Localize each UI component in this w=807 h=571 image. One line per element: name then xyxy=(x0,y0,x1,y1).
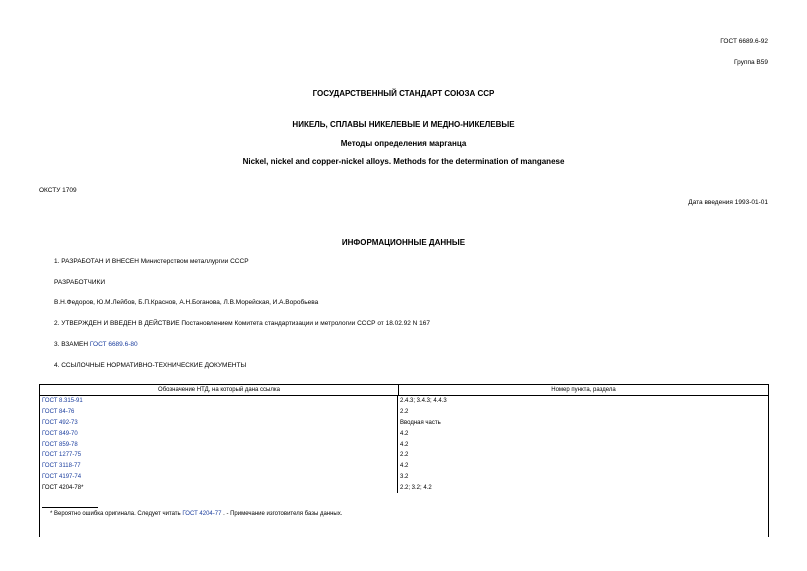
table-row xyxy=(40,428,768,439)
table-cell-document xyxy=(40,439,398,450)
developers-label: РАЗРАБОТЧИКИ xyxy=(54,279,106,286)
table-cell-section: 2.2 xyxy=(400,452,409,459)
methods-title-ru: Методы определения марганца xyxy=(340,139,467,148)
info-item-3-prefix: 3. ВЗАМЕН xyxy=(54,341,90,348)
table-cell-document xyxy=(40,450,398,461)
info-item-2: 2. УТВЕРЖДЕН И ВВЕДЕН В ДЕЙСТВИЕ Постановлением Комитета стандартизации и метрологии СССР от 18.02.92 N 167 xyxy=(54,320,431,327)
table-row xyxy=(40,418,768,429)
footnote-prefix: * Вероятно ошибка оригинала. Следует читать xyxy=(50,511,183,518)
table-row xyxy=(40,482,768,493)
table-header-row xyxy=(40,385,768,396)
footnote-suffix: . - Примечание изготовителя базы данных. xyxy=(221,511,343,518)
table-cell-section: 4.2 xyxy=(400,430,409,437)
info-heading: ИНФОРМАЦИОННЫЕ ДАННЫЕ xyxy=(341,238,466,247)
subject-title-en: Nickel, nickel and copper-nickel alloys. Methods for the determination of manganese xyxy=(242,157,565,166)
footnote xyxy=(50,511,342,517)
table-cell-document xyxy=(40,407,398,418)
table-row xyxy=(40,439,768,450)
developers-list: В.Н.Федоров, Ю.М.Лейбов, Б.П.Краснов, А.Н.Боганова, Л.В.Морейская, И.А.Воробьева xyxy=(54,299,319,306)
document-text: ГОСТ 4204-78* xyxy=(42,484,84,491)
document-link[interactable]: ГОСТ 8.315-91 xyxy=(42,398,83,405)
table-cell-document xyxy=(40,418,398,429)
okstu-code: ОКСТУ 1709 xyxy=(39,187,77,194)
table-row xyxy=(40,396,768,407)
replaced-standard-link[interactable]: ГОСТ 6689.6-80 xyxy=(89,341,138,348)
document-link[interactable]: ГОСТ 492-73 xyxy=(42,419,78,426)
document-link[interactable]: ГОСТ 849-70 xyxy=(42,430,78,437)
table-row xyxy=(40,461,768,472)
document-link[interactable]: ГОСТ 1277-75 xyxy=(42,452,82,459)
info-item-1: 1. РАЗРАБОТАН И ВНЕСЕН Министерством металлургии СССР xyxy=(54,258,249,265)
footnote-link[interactable]: ГОСТ 4204-77 xyxy=(182,511,222,518)
table-cell-section: 2.2 xyxy=(400,409,409,416)
table-row xyxy=(40,450,768,461)
table-cell-document xyxy=(40,472,398,483)
table-cell-document xyxy=(40,428,398,439)
document-link[interactable]: ГОСТ 84-76 xyxy=(42,409,75,416)
document-link[interactable]: ГОСТ 3118-77 xyxy=(42,463,81,470)
table-row xyxy=(40,472,768,483)
info-item-3 xyxy=(54,341,138,348)
footnote-area xyxy=(40,493,768,537)
table-cell-section: 4.2 xyxy=(400,441,409,448)
table-cell-document xyxy=(40,461,398,472)
group-code: Группа В59 xyxy=(734,59,768,66)
table-cell-section: 4.2 xyxy=(400,463,409,470)
table-header-document: Обозначение НТД, на который дана ссылка xyxy=(40,385,399,395)
table-cell-document xyxy=(40,482,398,493)
document-code: ГОСТ 6689.6-92 xyxy=(720,38,768,45)
table-cell-document xyxy=(40,396,398,407)
reference-documents-table xyxy=(39,384,769,537)
table-cell-section: 2.2; 3.2; 4.2 xyxy=(400,484,432,491)
table-body xyxy=(40,396,768,493)
footnote-divider xyxy=(42,507,98,508)
table-cell-section: 2.4.3; 3.4.3; 4.4.3 xyxy=(400,398,447,405)
table-cell-section: 3.2 xyxy=(400,473,409,480)
info-item-4: 4. ССЫЛОЧНЫЕ НОРМАТИВНО-ТЕХНИЧЕСКИЕ ДОКУМЕНТЫ xyxy=(54,362,247,369)
state-standard-title: ГОСУДАРСТВЕННЫЙ СТАНДАРТ СОЮЗА ССР xyxy=(312,89,495,98)
intro-date: Дата введения 1993-01-01 xyxy=(688,199,768,206)
document-link[interactable]: ГОСТ 859-78 xyxy=(42,441,78,448)
subject-title-ru: НИКЕЛЬ, СПЛАВЫ НИКЕЛЕВЫЕ И МЕДНО-НИКЕЛЕВЫЕ xyxy=(292,120,515,129)
table-row xyxy=(40,407,768,418)
document-link[interactable]: ГОСТ 4197-74 xyxy=(42,473,82,480)
table-cell-section: Вводная часть xyxy=(400,419,441,426)
table-header-section: Номер пункта, раздела xyxy=(551,387,616,393)
